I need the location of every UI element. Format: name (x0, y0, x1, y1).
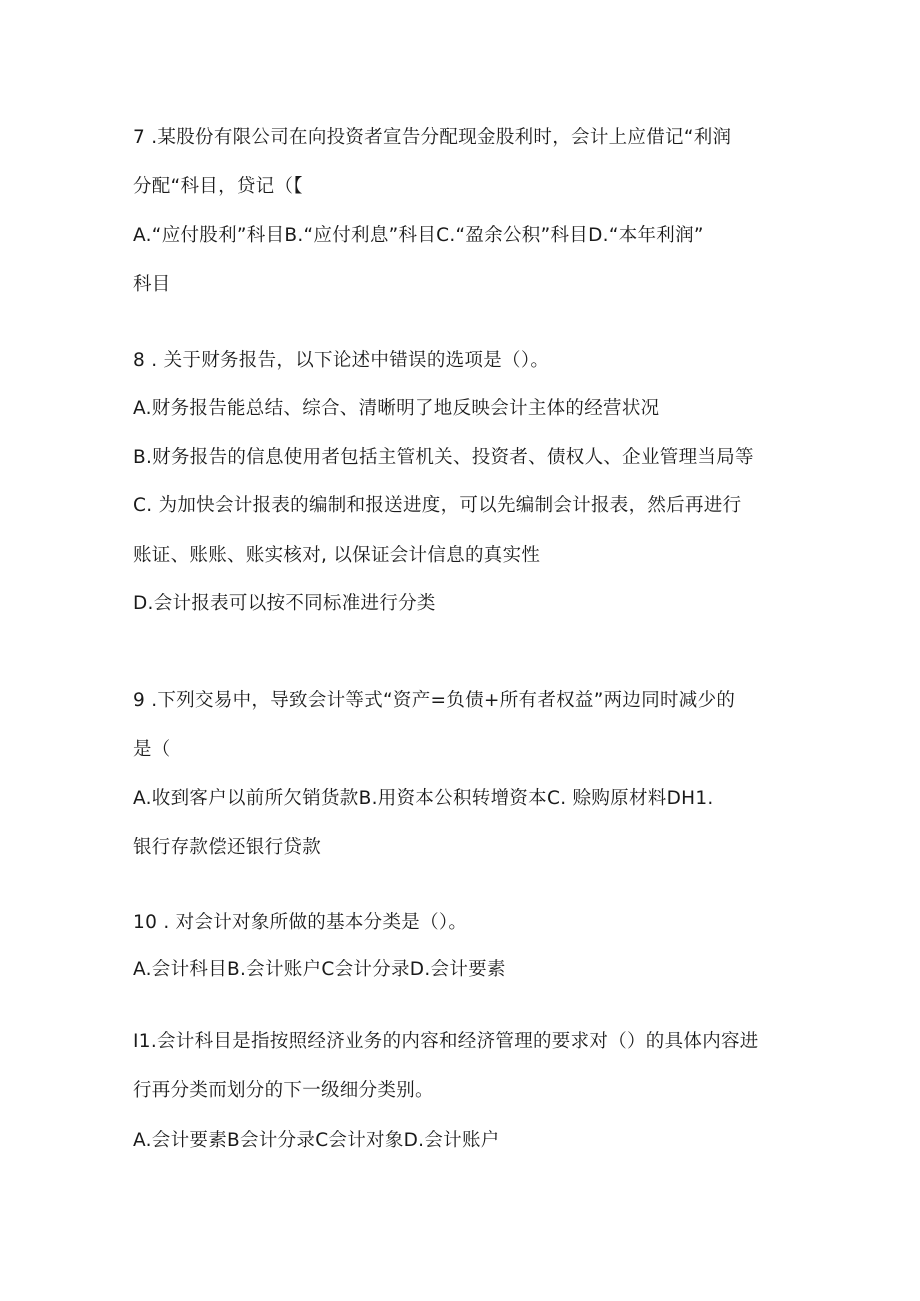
question-11-stem-line-1: I1.会计科目是指按照经济业务的内容和经济管理的要求对（）的具体内容进 (133, 1031, 759, 1052)
question-10-options: A.会计科目B.会计账户C会计分录D.会计要素 (133, 959, 506, 980)
question-7-options-line-2: 科目 (133, 274, 171, 295)
question-11-options: A.会计要素B会计分录C会计对象D.会计账户 (133, 1130, 500, 1151)
question-7-options-line-1: A.“应付股利”科目B.“应付利息”科目C.“盈余公积”科目D.“本年利润” (133, 225, 704, 246)
question-11-stem-line-2: 行再分类而划分的下一级细分类别。 (133, 1080, 434, 1101)
question-8-stem: 8 . 关于财务报告，以下论述中错误的选项是（）。 (133, 350, 550, 371)
question-8-option-c-line-2: 账证、账账、账实核对, 以保证会计信息的真实性 (133, 545, 541, 566)
question-10-stem: 10 . 对会计对象所做的基本分类是（）。 (133, 912, 468, 933)
question-7-stem-line-2: 分配“科目，贷记（【 (133, 176, 303, 197)
question-9-options-line-1: A.收到客户以前所欠销货款B.用资本公积转增资本C. 赊购原材料DH1. (133, 788, 714, 809)
question-9-stem-line-1: 9 .下列交易中，导致会计等式“资产=负债+所有者权益”两边同时减少的 (133, 690, 736, 711)
question-8-option-d: D.会计报表可以按不同标准进行分类 (133, 593, 436, 614)
question-9-options-line-2: 银行存款偿还银行贷款 (133, 837, 322, 858)
question-8-option-c-line-1: C. 为加快会计报表的编制和报送进度，可以先编制会计报表，然后再进行 (133, 495, 742, 516)
question-7-stem-line-1: 7 .某股份有限公司在向投资者宣告分配现金股利时，会计上应借记“利润 (133, 127, 732, 148)
question-8-option-a: A.财务报告能总结、综合、清晰明了地反映会计主体的经营状况 (133, 398, 660, 419)
question-9-stem-line-2: 是（ (133, 739, 171, 760)
question-8-option-b: B.财务报告的信息使用者包括主管机关、投资者、债权人、企业管理当局等 (133, 447, 754, 468)
